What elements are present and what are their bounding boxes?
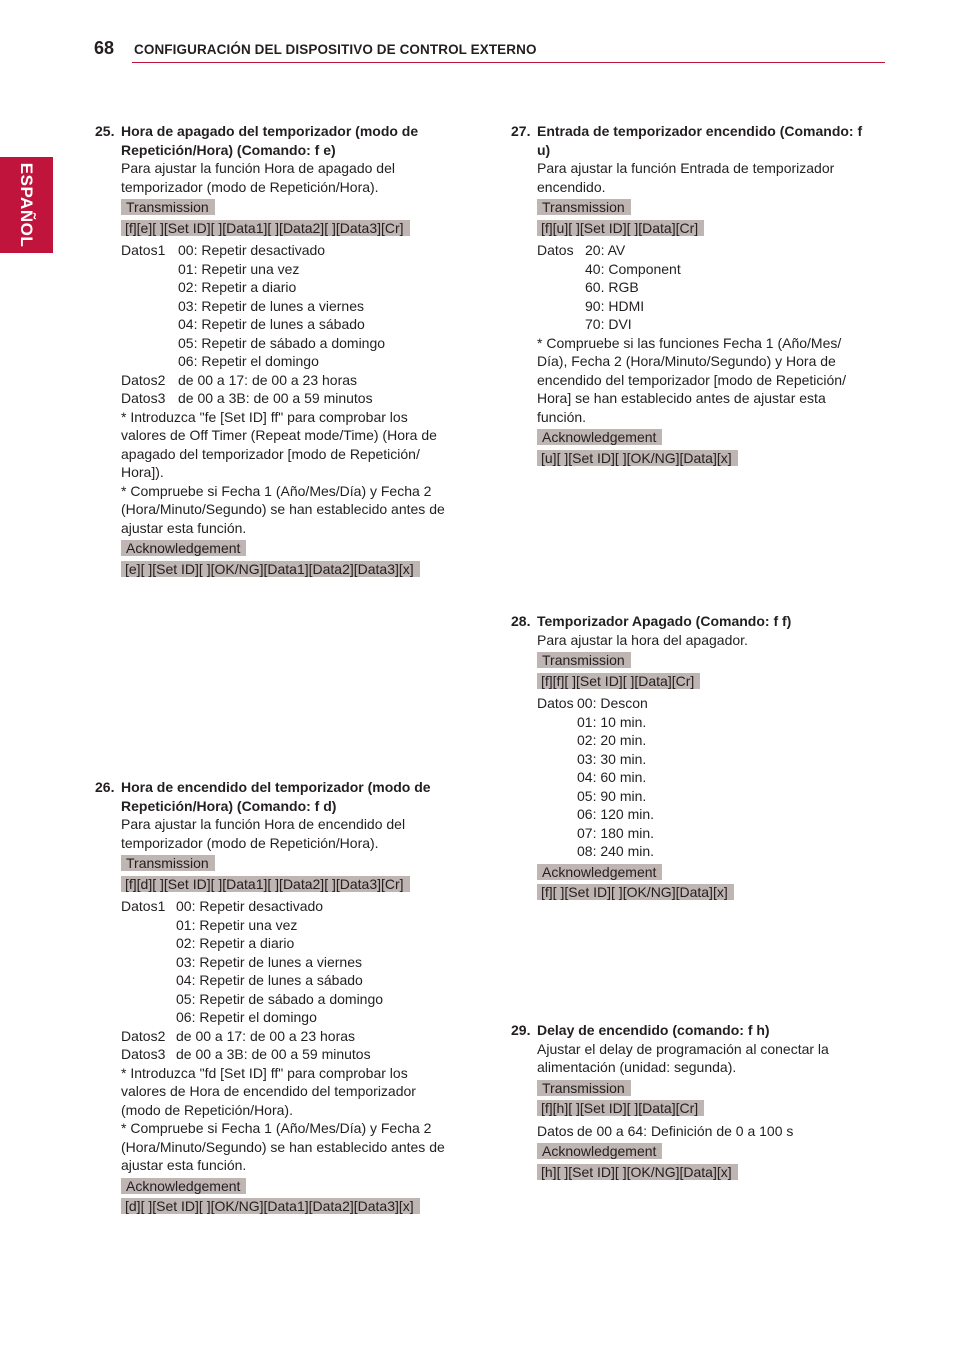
datos1-value: 04: Repetir de lunes a sábado [176,972,363,988]
note-line: * Compruebe si las funciones Fecha 1 (Año/Mes/ [537,334,842,351]
note-line: (modo de Repetición/Hora). [121,1101,293,1118]
datos1-block [121,241,471,371]
section-title [511,612,887,631]
title-line: Entrada de temporizador encendido (Comando: f [537,123,863,139]
note-line: Hora]). [121,464,164,480]
datos1-value: 06: Repetir el domingo [178,353,319,369]
note-line: ajustar esta función. [121,1157,247,1173]
datos1-value: 05: Repetir de sábado a domingo [178,334,386,351]
description-line: Para ajustar la función Hora de encendido del [121,816,406,832]
datos-value: 20: AV [585,242,626,258]
acknowledgement-code: [f][ ][Set ID][ ][OK/NG][Data][x] [537,884,734,900]
datos2-row [121,1027,471,1046]
title-line: Delay de encendido (comando: f h) [537,1022,770,1038]
datos-row [537,1122,887,1141]
datos1-value: 05: Repetir de sábado a domingo [176,990,384,1007]
section-number: 27. [511,123,531,139]
acknowledgement-code: [h][ ][Set ID][ ][OK/NG][Data][x] [537,1164,738,1180]
datos-label: Datos [537,242,574,258]
datos-value: 90: HDMI [585,297,645,314]
datos1-value: 00: Repetir desactivado [178,242,326,258]
datos2-value: de 00 a 17: de 00 a 23 horas [176,1027,356,1044]
section-25 [95,122,471,578]
title-line: Temporizador Apagado (Comando: f f) [537,613,792,629]
transmission-label: Transmission [537,199,631,215]
datos-block [537,694,887,861]
datos1-value: 04: Repetir de lunes a sábado [178,316,365,332]
title-line: Hora de apagado del temporizador (modo de [121,123,419,139]
description-line: encendido. [537,178,606,195]
acknowledgement-code: [u][ ][Set ID][ ][OK/NG][Data][x] [537,450,738,466]
note-line: Día), Fecha 2 (Hora/Minuto/Segundo) y Hora de [537,353,836,369]
note-line: * Introduzca "fe [Set ID] ff" para comprobar los [121,408,408,425]
datos2-label: Datos2 [121,371,166,388]
datos-value: 07: 180 min. [577,824,655,841]
note-line: valores de Hora de encendido del temporizador [121,1083,416,1099]
acknowledgement-label: Acknowledgement [537,864,662,880]
datos-block [537,241,887,334]
transmission-label: Transmission [121,199,215,215]
chapter-title: CONFIGURACIÓN DEL DISPOSITIVO DE CONTROL EXTERNO [134,42,537,57]
transmission-code: [f][f][ ][Set ID][ ][Data][Cr] [537,673,700,689]
section-28 [511,612,887,902]
datos-value: 04: 60 min. [577,769,647,785]
section-title [511,1021,887,1040]
language-tab [0,157,53,253]
datos-value: 40: Component [585,260,681,277]
datos-value: 70: DVI [585,316,632,332]
datos1-label: Datos1 [121,898,166,914]
note-line: apagado del temporizador [modo de Repetición/ [121,445,420,462]
datos2-label: Datos2 [121,1027,166,1044]
title-line: Hora de encendido del temporizador (modo de [121,779,431,795]
note-line: ajustar esta función. [121,519,247,536]
note-line: (Hora/Minuto/Segundo) se han establecido antes de [121,501,445,517]
datos-value: 08: 240 min. [577,843,655,859]
datos3-value: de 00 a 3B: de 00 a 59 minutos [178,390,373,406]
datos3-row [121,1045,471,1064]
acknowledgement-label: Acknowledgement [537,1143,662,1159]
datos1-label: Datos1 [121,242,166,258]
note-line: * Compruebe si Fecha 1 (Año/Mes/Día) y Fecha 2 [121,1120,432,1136]
note-line: valores de Off Timer (Repeat mode/Time) (Hora de [121,427,437,443]
description-line: Para ajustar la función Entrada de temporizador [537,160,835,176]
transmission-label: Transmission [121,855,215,871]
note-line: función. [537,408,587,425]
datos-value: 03: 30 min. [577,750,647,767]
datos1-block [121,897,471,1027]
title-line: u) [537,141,551,158]
acknowledgement-label: Acknowledgement [121,1178,246,1194]
section-number: 28. [511,613,531,629]
description-line: Para ajustar la hora del apagador. [537,631,748,648]
note-line: Hora] se han establecido antes de ajustar esta [537,390,826,406]
datos-value: 60. RGB [585,279,639,295]
section-title [95,778,471,815]
description-line: Para ajustar la función Hora de apagado del [121,160,395,176]
acknowledgement-label: Acknowledgement [537,429,662,445]
datos-value: 06: 120 min. [577,806,655,822]
section-26 [95,778,471,1216]
acknowledgement-code: [e][ ][Set ID][ ][OK/NG][Data1][Data2][Data3][x] [121,561,420,577]
datos1-value: 03: Repetir de lunes a viernes [178,297,364,314]
datos1-value: 00: Repetir desactivado [176,898,324,914]
datos1-value: 03: Repetir de lunes a viernes [176,953,362,970]
datos2-row [121,371,471,390]
note-line: * Introduzca "fd [Set ID] ff" para comprobar los [121,1064,408,1081]
section-27 [511,122,887,467]
title-line: Repetición/Hora) (Comando: f d) [121,797,337,814]
section-29 [511,1021,887,1181]
datos1-value: 02: Repetir a diario [176,935,295,951]
section-number: 25. [95,123,115,139]
section-number: 29. [511,1022,531,1038]
datos-value: 01: 10 min. [577,713,647,730]
datos3-row [121,389,471,408]
description-line: temporizador (modo de Repetición/Hora). [121,178,379,195]
acknowledgement-label: Acknowledgement [121,540,246,556]
datos-label: Datos [537,1122,574,1139]
description-line: Ajustar el delay de programación al conectar la [537,1040,829,1057]
datos3-label: Datos3 [121,390,166,406]
transmission-code: [f][u][ ][Set ID][ ][Data][Cr] [537,220,704,236]
acknowledgement-code: [d][ ][Set ID][ ][OK/NG][Data1][Data2][Data3][x] [121,1198,420,1214]
datos1-value: 01: Repetir una vez [176,916,298,933]
transmission-label: Transmission [537,652,631,668]
datos1-value: 06: Repetir el domingo [176,1009,317,1025]
language-tab-label: ESPAÑOL [17,162,37,248]
datos3-value: de 00 a 3B: de 00 a 59 minutos [176,1046,371,1062]
transmission-code: [f][h][ ][Set ID][ ][Data][Cr] [537,1100,704,1116]
section-number: 26. [95,779,115,795]
datos2-value: de 00 a 17: de 00 a 23 horas [178,371,358,388]
title-line: Repetición/Hora) (Comando: f e) [121,141,336,158]
transmission-label: Transmission [537,1080,631,1096]
section-title [511,122,887,159]
datos3-label: Datos3 [121,1046,166,1062]
header-divider [132,62,885,63]
section-title [95,122,471,159]
note-line: * Compruebe si Fecha 1 (Año/Mes/Día) y Fecha 2 [121,482,432,499]
note-line: (Hora/Minuto/Segundo) se han establecido antes de [121,1138,445,1155]
datos-value: 02: 20 min. [577,732,647,748]
datos-value: 05: 90 min. [577,787,647,804]
transmission-code: [f][e][ ][Set ID][ ][Data1][ ][Data2][ ][Data3][Cr] [121,220,410,236]
transmission-code: [f][d][ ][Set ID][ ][Data1][ ][Data2][ ][Data3][Cr] [121,876,410,892]
datos-value: de 00 a 64: Definición de 0 a 100 s [577,1122,794,1139]
datos-label: Datos [537,695,574,711]
description-line: temporizador (modo de Repetición/Hora). [121,834,379,851]
datos1-value: 02: Repetir a diario [178,279,297,295]
datos-value: 00: Descon [577,695,648,711]
page-number: 68 [94,38,115,58]
datos1-value: 01: Repetir una vez [178,260,300,277]
note-line: encendido del temporizador [modo de Repetición/ [537,371,846,388]
description-line: alimentación (unidad: segunda). [537,1059,737,1075]
